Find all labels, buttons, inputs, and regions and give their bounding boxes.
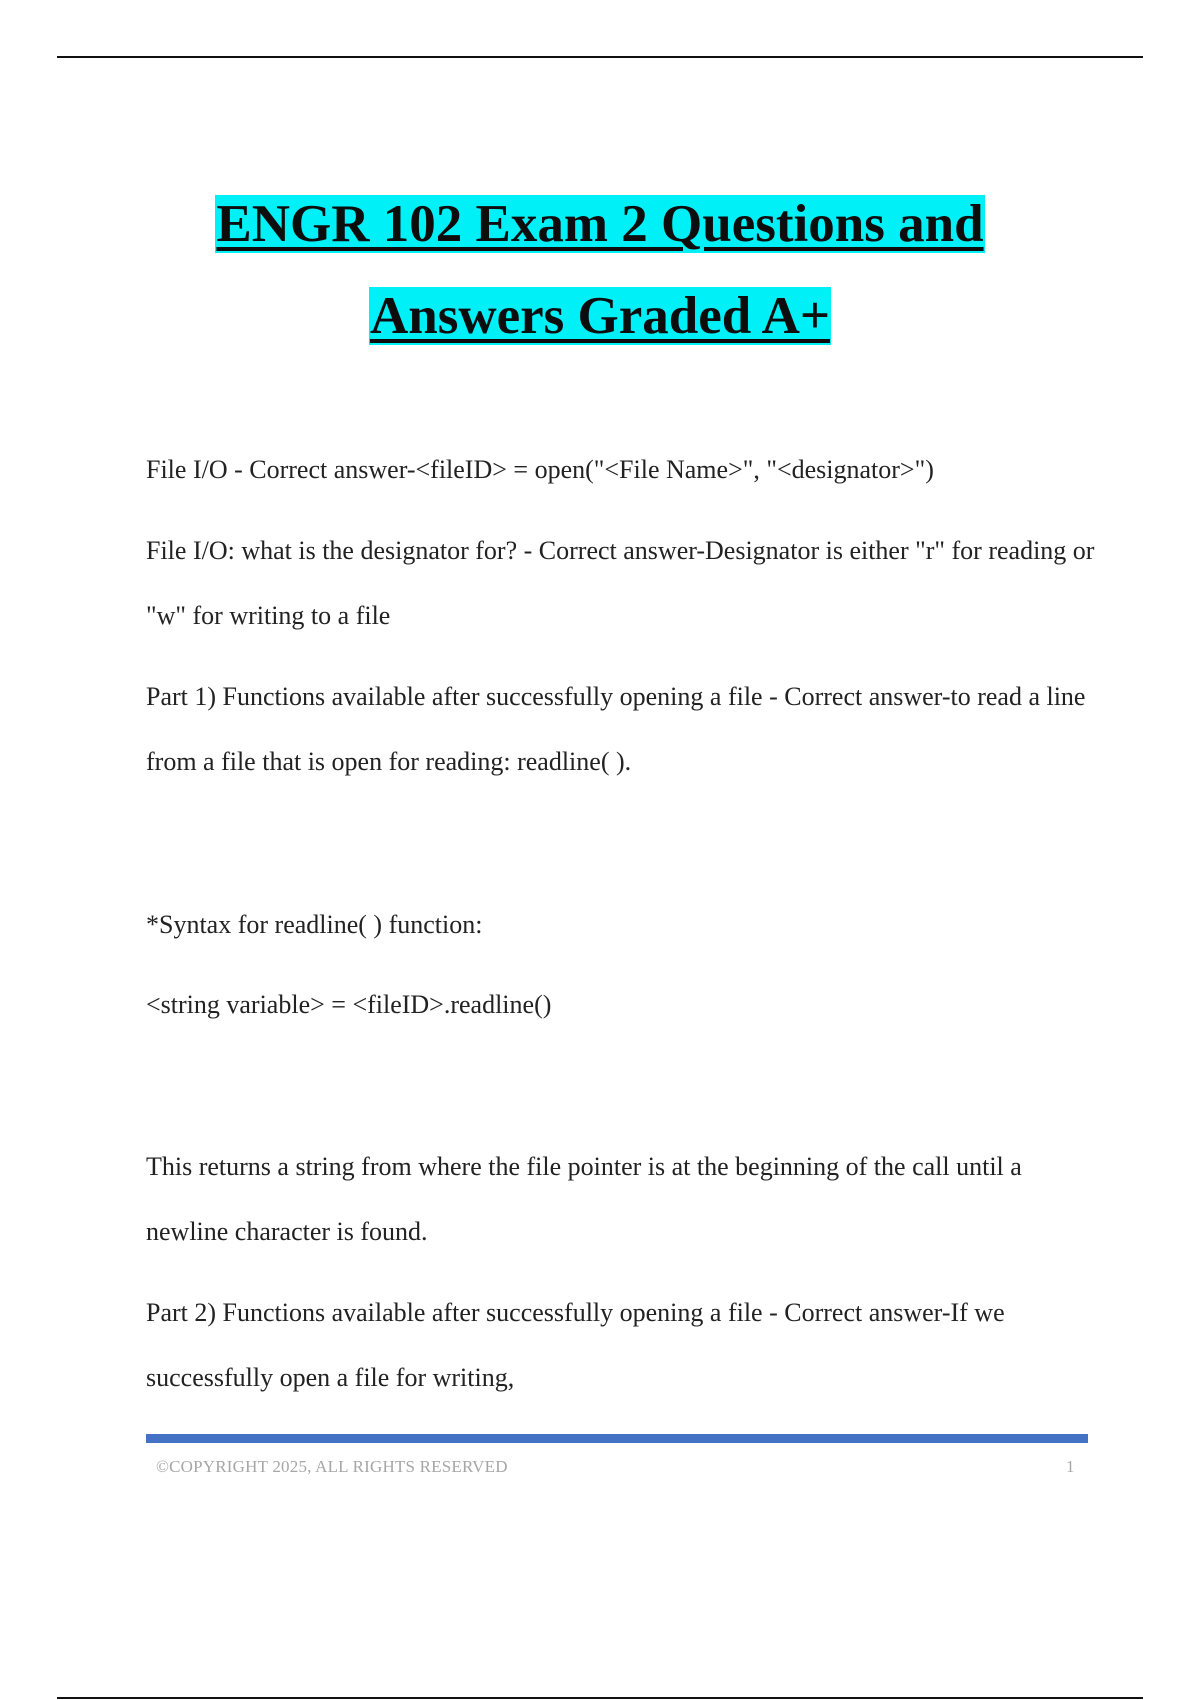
footer-bar [146, 1434, 1088, 1443]
paragraph-designator: File I/O: what is the designator for? - Correct answer-Designator is either "r" for reading or "w" for writing to a file [146, 536, 1095, 630]
title-line-1: ENGR 102 Exam 2 Questions and [216, 195, 984, 253]
paragraph-part2-writing: Part 2) Functions available after successfully opening a file - Correct answer-If we successfully open a file for writing, [146, 1298, 1005, 1392]
paragraph-syntax-code: <string variable> = <fileID>.readline() [146, 990, 552, 1019]
paragraph-returns-string: This returns a string from where the file pointer is at the beginning of the call until a newline character is found. [146, 1152, 1022, 1246]
top-rule [57, 56, 1143, 58]
footer-copyright: ©COPYRIGHT 2025, ALL RIGHTS RESERVED [156, 1457, 508, 1476]
paragraph-syntax-heading: *Syntax for readline( ) function: [146, 910, 483, 939]
paragraph-part1-readline: Part 1) Functions available after successfully opening a file - Correct answer-to read a line from a file that is open for reading: readline( ). [146, 682, 1086, 776]
document-title [0, 178, 1200, 362]
paragraph-file-io: File I/O - Correct answer-<fileID> = open("<File Name>", "<designator>") [146, 455, 934, 484]
footer-page-number: 1 [1066, 1457, 1075, 1476]
bottom-rule [57, 1697, 1143, 1699]
title-line-2: Answers Graded A+ [369, 287, 831, 345]
